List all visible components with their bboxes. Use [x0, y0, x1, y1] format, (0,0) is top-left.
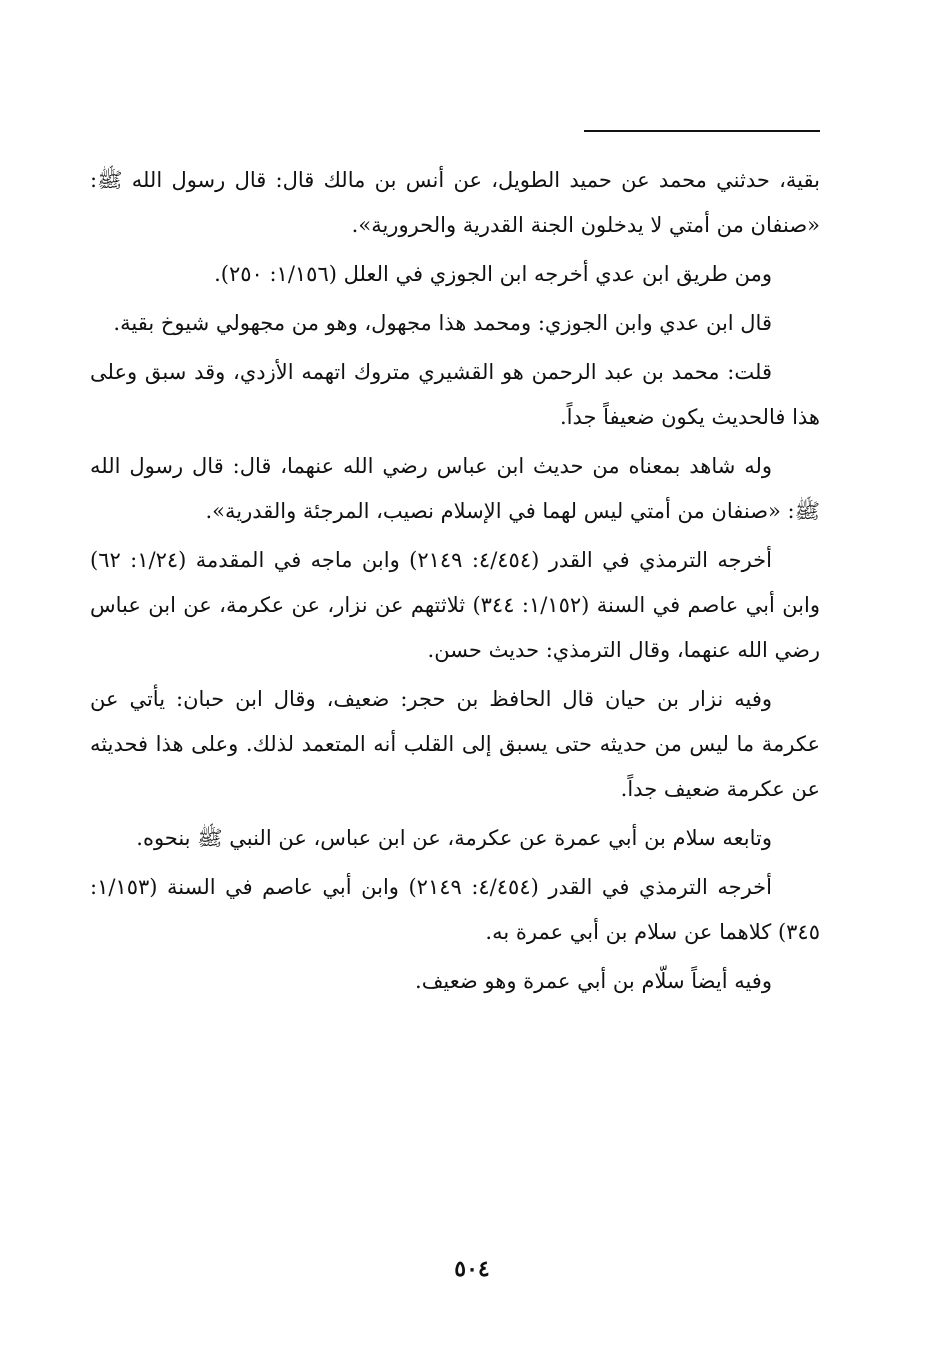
paragraph-7: وفيه نزار بن حيان قال الحافظ بن حجر: ضعيف، وقال ابن حبان: يأتي عن عكرمة ما ليس من حديثه حتى يسبق إلى القلب أنه المتعمد لذلك. وعلى هذا فحديثه عن عكرمة ضعيف جداً.: [90, 687, 820, 801]
paragraph-2: ومن طريق ابن عدي أخرجه ابن الجوزي في العلل (١/١٥٦: ٢٥٠).: [214, 262, 772, 286]
page-body-text: [90, 158, 820, 1008]
paragraph-5: وله شاهد بمعناه من حديث ابن عباس رضي الله عنهما، قال: قال رسول الله ﷺ: «صنفان من أمتي ليس لهما في الإسلام نصيب، المرجئة والقدرية».: [90, 454, 820, 523]
paragraph-6: أخرجه الترمذي في القدر (٤/٤٥٤: ٢١٤٩) وابن ماجه في المقدمة (١/٢٤: ٦٢) وابن أبي عاصم في السنة (١/١٥٢: ٣٤٤) ثلاثتهم عن نزار، عن عكرمة، عن ابن عباس رضي الله عنهما، وقال الترمذي: حديث حسن.: [90, 548, 820, 662]
paragraph-8: وتابعه سلام بن أبي عمرة عن عكرمة، عن ابن عباس، عن النبي ﷺ بنحوه.: [136, 826, 772, 850]
page-number: ٥٠٤: [454, 1256, 490, 1282]
paragraph-4: قلت: محمد بن عبد الرحمن هو القشيري متروك اتهمه الأزدي، وقد سبق وعلى هذا فالحديث يكون ضعيفاً جداً.: [90, 360, 820, 429]
paragraph-1: بقية، حدثني محمد عن حميد الطويل، عن أنس بن مالك قال: قال رسول الله ﷺ: «صنفان من أمتي لا يدخلون الجنة القدرية والحرورية».: [90, 168, 820, 237]
paragraph-9: أخرجه الترمذي في القدر (٤/٤٥٤: ٢١٤٩) وابن أبي عاصم في السنة (١/١٥٣: ٣٤٥) كلاهما عن سلام بن أبي عمرة به.: [90, 875, 820, 944]
paragraph-10: وفيه أيضاً سلّام بن أبي عمرة وهو ضعيف.: [415, 969, 772, 993]
footnote-separator-rule: [584, 130, 820, 132]
paragraph-3: قال ابن عدي وابن الجوزي: ومحمد هذا مجهول، وهو من مجهولي شيوخ بقية.: [113, 311, 772, 335]
